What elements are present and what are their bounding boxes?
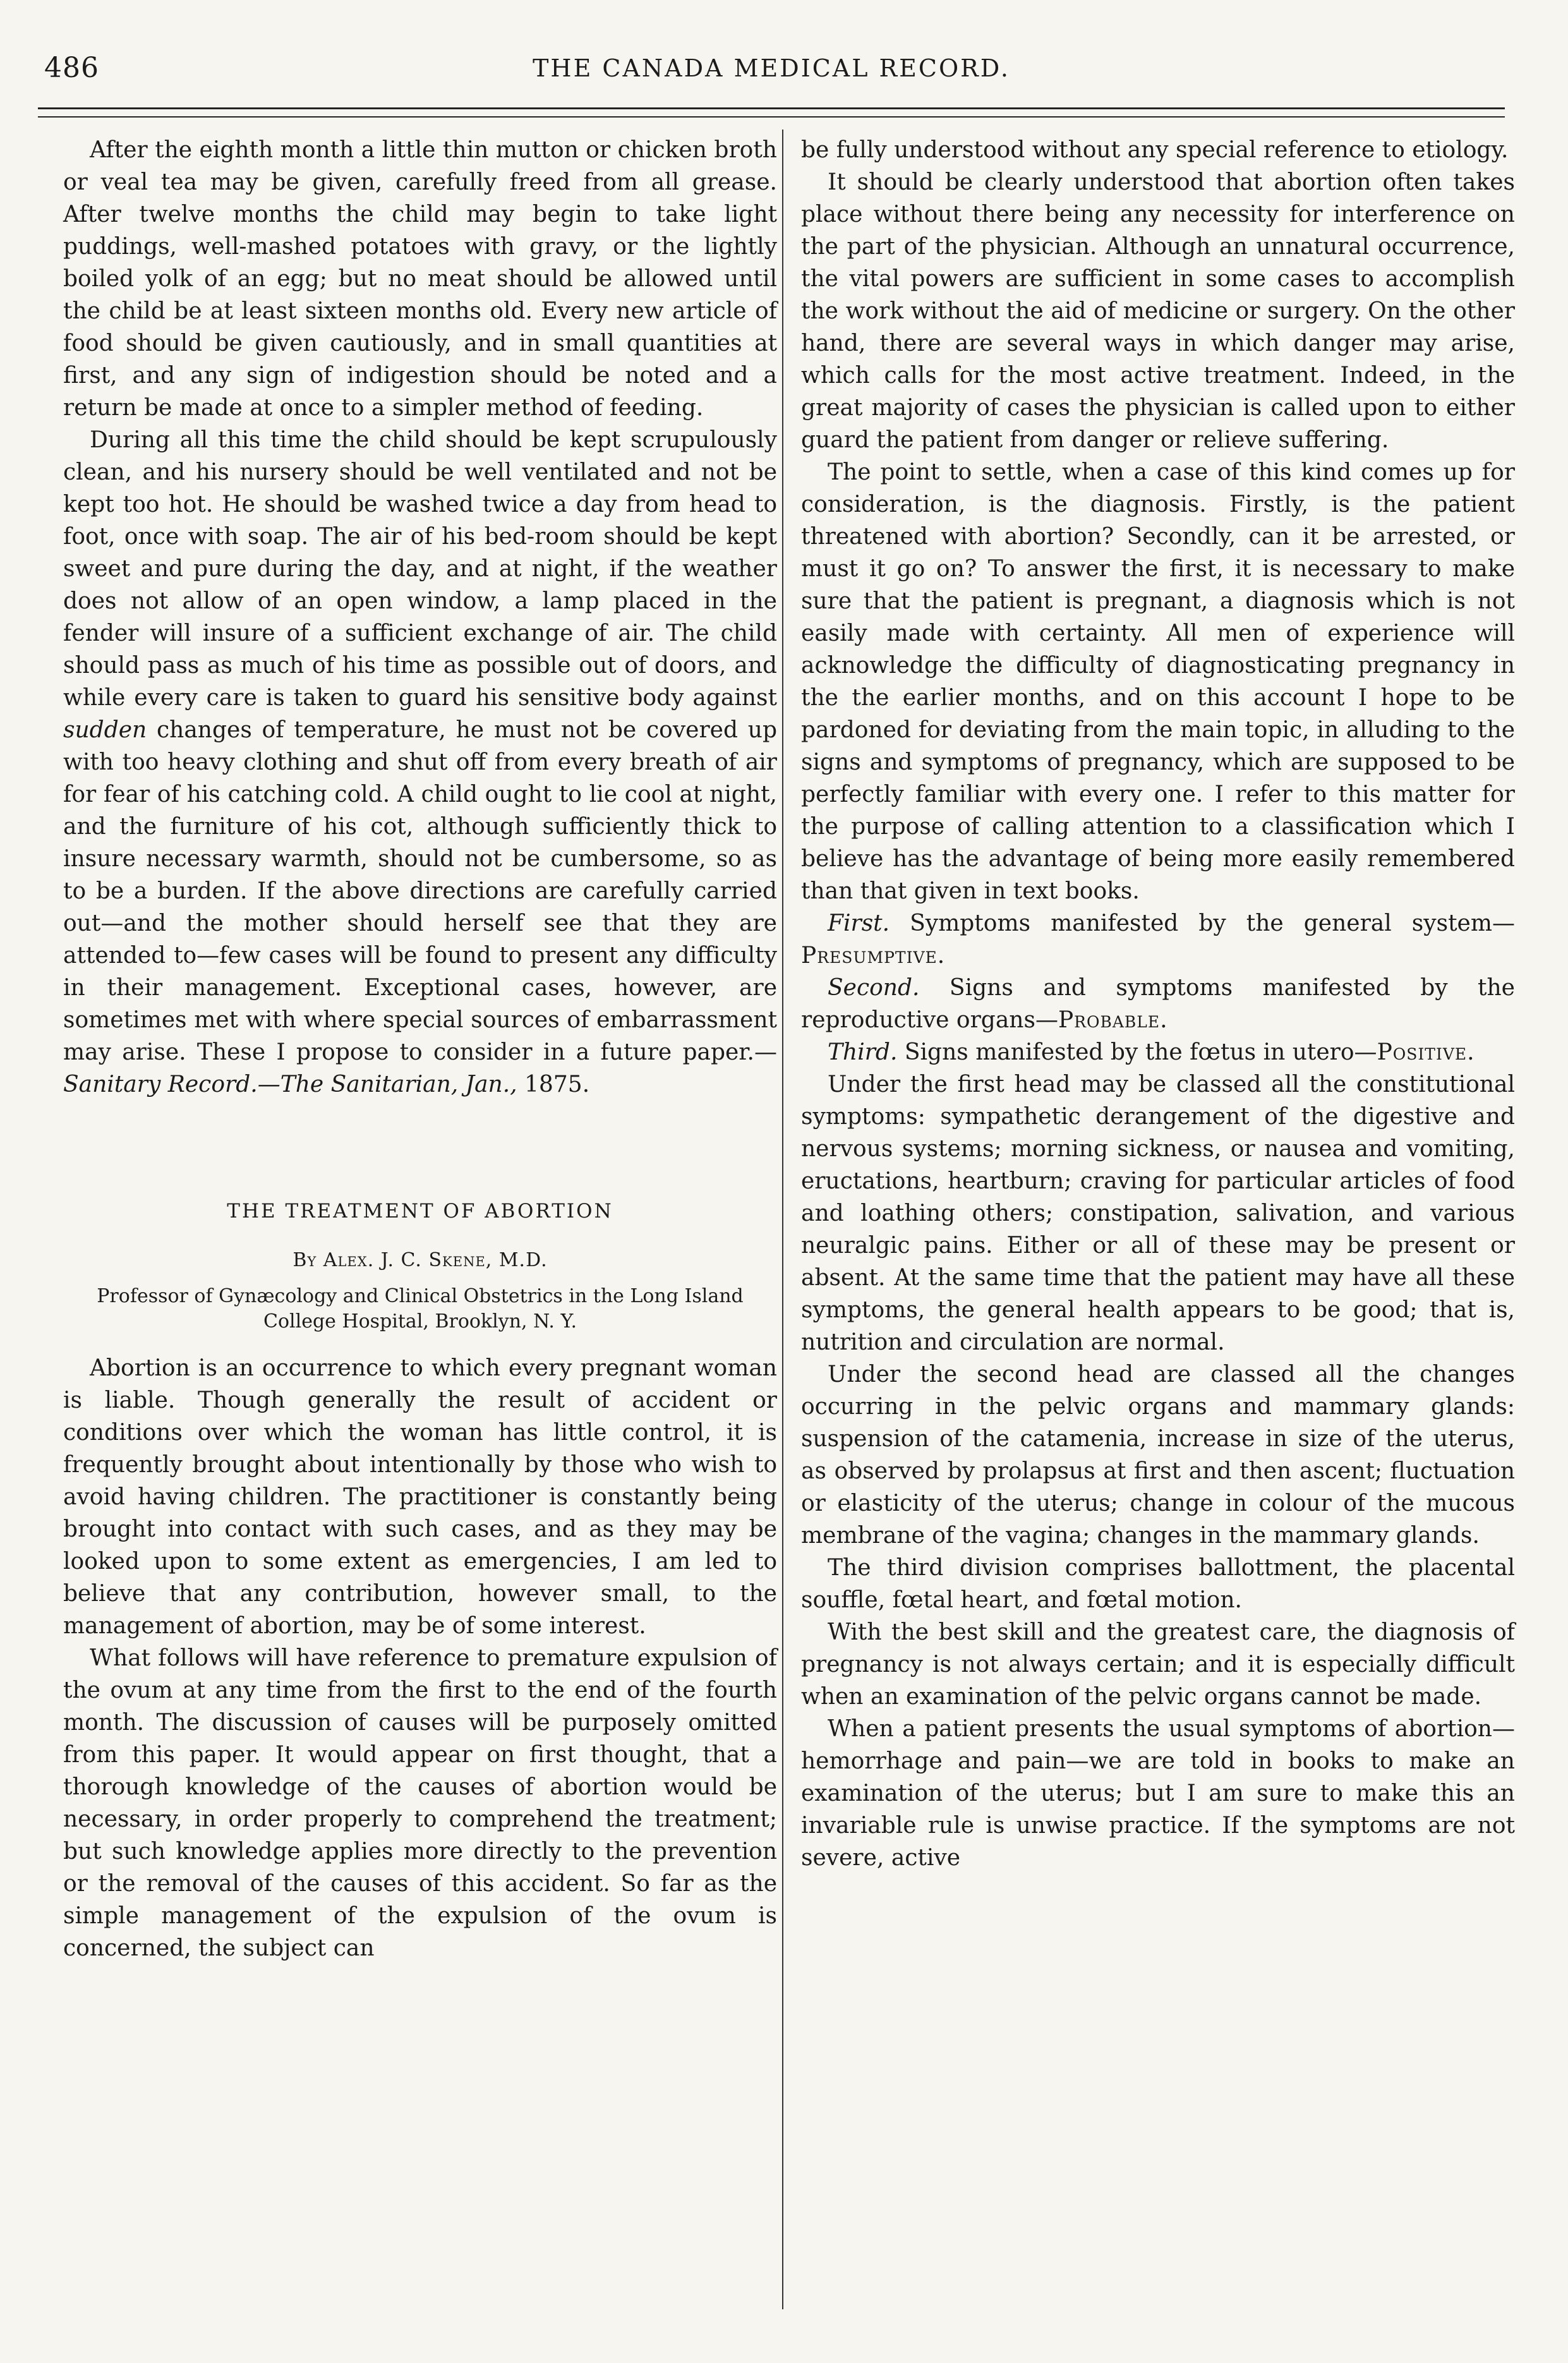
column-divider: [782, 130, 783, 2309]
classification-ordinal: First.: [828, 910, 890, 936]
source-year: 1875.: [524, 1072, 590, 1097]
classification-category: Probable.: [1058, 1007, 1168, 1033]
article-title: THE TREATMENT OF ABORTION: [227, 1200, 613, 1223]
page-header: [38, 52, 1505, 96]
classification-category: Positive.: [1377, 1039, 1475, 1065]
article-byline: By Alex. J. C. Skene, M.D.: [292, 1249, 548, 1271]
skill-paragraph: With the best skill and the greatest care, the diagnosis of pregnancy is not always certain; and it is especially difficult when an examination of the pelvic organs cannot be made.: [801, 1619, 1515, 1710]
classification-list: [801, 907, 1515, 1068]
interference-paragraph: It should be clearly understood that abortion often takes place without there being any necessity for interference on the part of the physician. Although an unnatural occurrence, the vital powers are sufficient in some cases to accomplish the work without the aid of medicine or surgery. On the other hand, there are several ways in which danger may arise, which calls for the most active treatment. Indeed, in the great majority of cases the physician is called upon to either guard the patient from danger or relieve suffering.: [801, 169, 1515, 453]
left-column: [63, 134, 777, 1964]
classification-text: Symptoms manifested by the general system—: [910, 910, 1515, 936]
classification-item: [801, 907, 1515, 972]
intro-paragraph: Abortion is an occurrence to which every pregnant woman is liable. Though generally the result of accident or conditions over which the woman has little control, it is frequently brought about intentionally by those who wish to avoid having children. The practitioner is constantly being brought into contact with such cases, and as they may be looked upon to some extent as emergencies, I am led to believe that any contribution, however small, to the management of abortion, may be of some interest.: [63, 1355, 777, 1639]
header-rule: [38, 107, 1505, 109]
hygiene-paragraph: [63, 424, 777, 1101]
classification-item: [801, 1036, 1515, 1068]
classification-ordinal: Second.: [828, 975, 920, 1001]
diagnosis-paragraph: The point to settle, when a case of this kind comes up for consideration, is the diagnosis. Firstly, is the patient threatened with abortion? Secondly, can it be arrested, or must it go on? To answer the first, it is necessary to make sure that the patient is pregnant, a diagnosis which is not easily made with certainty. All men of experience will acknowledge the difficulty of diagnosticating pregnancy in the the earlier months, and on this account I hope to be pardoned for deviating from the main topic, in alluding to the signs and symptoms of pregnancy, which are supposed to be perfectly familiar with every one. I refer to this matter for the purpose of calling attention to a classification which I believe has the advantage of being more easily remembered than that given in text books.: [801, 459, 1515, 904]
source-citation: Sanitary Record.—The Sanitarian, Jan.,: [63, 1072, 517, 1097]
hygiene-text-start: During all this time the child should be kept scrupulously clean, and his nursery should be well ventilated and not be kept too hot. He should be washed twice a day from head to foot, once with soap. The air of his bed-room should be kept sweet and pure during the day, and at night, if the weather does not allow of an open window, a lamp placed in the fender will insure of a sufficient exchange of air. The child should pass as much of his time as possible out of doors, and while every care is taken to guard his sensitive body against: [63, 427, 777, 711]
classification-category: Presumptive.: [801, 943, 946, 969]
hygiene-text-end: changes of temperature, he must not be covered up with too heavy clothing and shut off from every breath of air for fear of his catching cold. A child ought to lie cool at night, and the furniture of his cot, although sufficiently thick to insure necessary warmth, should not be cumbersome, so as to be a burden. If the above directions are carefully carried out—and the mother should herself see that they are attended to—few cases will be found to present any difficulty in their management. Exceptional cases, however, are sometimes met with where special sources of embarrassment may arise. These I propose to consider in a future paper.—: [63, 717, 777, 1065]
author-affiliation: Professor of Gynæcology and Clinical Obstetrics in the Long Island College Hospital, Brooklyn, N. Y.: [97, 1285, 744, 1333]
page-number: 486: [44, 52, 99, 84]
scope-paragraph: What follows will have reference to premature expulsion of the ovum at any time from the first to the end of the fourth month. The discussion of causes will be purposely omitted from this paper. It would appear on first thought, that a thorough knowledge of the causes of abortion would be necessary, in order properly to comprehend the treatment; but such knowledge applies more directly to the prevention or the removal of the causes of this accident. So far as the simple management of the expulsion of the ovum is concerned, the subject can: [63, 1645, 777, 1961]
hygiene-emphasis: sudden: [63, 717, 147, 743]
final-paragraph: When a patient presents the usual symptoms of abortion—hemorrhage and pain—we are told in books to make an examination of the uterus; but I am sure to make this an invariable rule is unwise practice. If the symptoms are not severe, active: [801, 1716, 1515, 1871]
right-column: [801, 134, 1515, 1874]
second-head-paragraph: Under the second head are classed all the changes occurring in the pelvic organs and mammary glands: suspension of the catamenia, increase in size of the uterus, as observed by prolapsus at first and then ascent; fluctuation or elasticity of the uterus; change in colour of the mucous membrane of the vagina; changes in the mammary glands.: [801, 1362, 1515, 1549]
header-rule-secondary: [38, 116, 1505, 118]
classification-item: [801, 972, 1515, 1036]
third-division-paragraph: The third division comprises ballottment, the placental souffle, fœtal heart, and fœtal motion.: [801, 1555, 1515, 1613]
feeding-paragraph: After the eighth month a little thin mutton or chicken broth or veal tea may be given, carefully freed from all grease. After twelve months the child may begin to take light puddings, well-mashed potatoes with gravy, or the lightly boiled yolk of an egg; but no meat should be allowed until the child be at least sixteen months old. Every new article of food should be given cautiously, and in small quantities at first, and any sign of indigestion should be noted and a return be made at once to a simpler method of feeding.: [63, 137, 777, 421]
first-head-paragraph: Under the first head may be classed all the constitutional symptoms: sympathetic derangement of the digestive and nervous systems; morning sickness, or nausea and vomiting, eructations, heartburn; craving for particular articles of food and loathing others; constipation, salivation, and various neuralgic pains. Either or all of these may be present or absent. At the same time that the patient may have all these symptoms, the general health appears to be good; that is, nutrition and circulation are normal.: [801, 1072, 1515, 1355]
running-head: THE CANADA MEDICAL RECORD.: [533, 54, 1010, 82]
classification-text: Signs manifested by the fœtus in utero—: [904, 1039, 1377, 1065]
classification-ordinal: Third.: [828, 1039, 898, 1065]
continuation-paragraph: be fully understood without any special reference to etiology.: [801, 137, 1509, 163]
classification-text: Signs and symptoms manifested by the reproductive organs—: [801, 975, 1515, 1033]
